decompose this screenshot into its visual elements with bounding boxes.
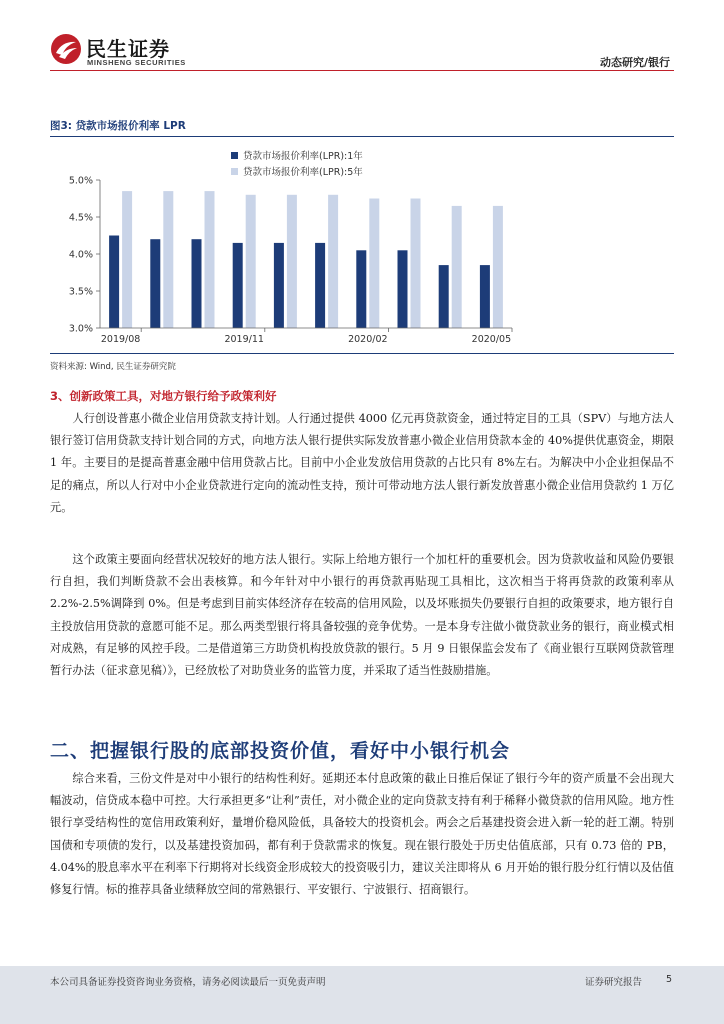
footer-report-label: 证券研究报告 <box>584 977 642 988</box>
footer-disclaimer: 本公司具备证券投资咨询业务资格，请务必阅读最后一页免责声明 <box>50 977 326 988</box>
figure-title: 图3: 贷款市场报价利率 LPR <box>50 120 186 132</box>
bar-series <box>109 191 503 328</box>
y-tick-label: 3.5% <box>68 286 93 298</box>
legend-label-1y: 贷款市场报价利率(LPR):1年 <box>243 151 363 162</box>
logo-name-cn: 民生证券 <box>86 37 170 61</box>
bar-5y <box>369 199 379 329</box>
bar-5y <box>411 199 421 329</box>
y-tick-label: 5.0% <box>68 175 93 187</box>
bar-1y <box>480 265 490 328</box>
minsheng-logo-icon <box>50 33 82 65</box>
chart-legend <box>231 150 363 178</box>
logo-name-en: MINSHENG SECURITIES <box>87 58 186 67</box>
figure-source: 资料来源: Wind, 民生证券研究院 <box>50 362 176 372</box>
paragraph-local-banks: 这个政策主要面向经营状况较好的地方法人银行。实际上给地方银行一个加杠杆的重要机会。因为贷款收益和风险仍要银行自担，我们判断贷款不会出表核算。和今年针对中小银行的再贷款再贴现工具相比，这次相当于将再贷款的政策利率从 2.2%-2.5%调降到 0%。但是考虑到目前实体经济存在较高的信用风险，以及坏账损失仍要银行自担的政策要求，地方银行自主投放信用贷款的意愿可能不足。那么两类型银行将具备较强的竞争优势。一是本身专注做小微贷款业务的银行，商业模式相对成熟，有足够的风控手段。二是借道第三方助贷机构投放贷款的银行。5 月 9 日银保监会发布了《商业银行互联网贷款管理暂行办法（征求意见稿）》，已经放松了对助贷业务的监管力度，并采取了适当性鼓励措施。 <box>50 553 674 678</box>
bar-1y <box>192 239 202 328</box>
figure-top-divider <box>50 136 674 137</box>
report-type: 动态研究/银行 <box>599 56 670 69</box>
bar-1y <box>274 243 284 328</box>
lpr-bar-chart <box>50 140 674 352</box>
bar-1y <box>439 265 449 328</box>
section-heading: 二、把握银行股的底部投资价值，看好中小银行机会 <box>50 740 511 762</box>
bar-1y <box>109 236 119 329</box>
legend-label-5y: 贷款市场报价利率(LPR):5年 <box>243 167 363 178</box>
x-tick-label: 2020/05 <box>471 334 512 345</box>
bar-5y <box>205 191 215 328</box>
bar-5y <box>122 191 132 328</box>
legend-swatch-5y <box>231 168 238 175</box>
y-axis <box>69 176 100 335</box>
y-tick-label: 4.0% <box>68 249 93 261</box>
bar-1y <box>233 243 243 328</box>
x-tick-label: 2020/02 <box>348 334 388 345</box>
figure-bottom-divider <box>50 353 674 354</box>
paragraph-conclusion: 综合来看，三份文件是对中小银行的结构性利好。延期还本付息政策的截止日推后保证了银行今年的资产质量不会出现大幅波动，信贷成本稳中可控。大行承担更多“让利”责任，对小微企业的定向贷款支持有利于稀释小微贷款的信用风险。地方性银行享受结构性的宽信用政策利好，量增价稳风险低，具备较大的投资机会。两会之后基建投资会进入新一轮的赶工潮。特别国债和专项债的发行，以及基建投资加码，都有利于贷款需求的恢复。现在银行股处于历史估值底部，只有 0.73 倍的 PB，4.04%的股息率水平在利率下行期将对长线资金形成较大的投资吸引力，建议关注即将从 6 月开始的银行股分红行情以及估值修复行情。标的推荐具备业绩释放空间的常熟银行、平安银行、宁波银行、招商银行。 <box>50 772 674 897</box>
bar-5y <box>163 191 173 328</box>
y-tick-label: 3.0% <box>68 323 93 335</box>
y-tick-label: 4.5% <box>68 212 93 224</box>
header-divider <box>50 70 674 71</box>
bar-1y <box>150 239 160 328</box>
bar-1y <box>356 250 366 328</box>
x-axis <box>100 328 512 345</box>
page-number: 5 <box>665 974 672 985</box>
bar-1y <box>315 243 325 328</box>
bar-5y <box>328 195 338 328</box>
subsection-heading: 3、创新政策工具，对地方银行给予政策利好 <box>50 389 277 403</box>
bar-5y <box>452 206 462 328</box>
paragraph-relending-plan: 人行创设普惠小微企业信用贷款支持计划。人行通过提供 4000 亿元再贷款资金，通过特定目的工具（SPV）与地方法人银行签订信用贷款支持计划合同的方式，向地方法人银行提供实际发放普惠小微企业信用贷款本金的 40%提供优惠资金，期限 1 年。主要目的是提高普惠金融中信用贷款占比。目前中小企业发放信用贷款的占比只有 8%左右。为解决中小企业担保品不足的痛点，所以人行对中小企业贷款进行定向的流动性支持，预计可带动地方法人银行新发放普惠小微企业信用贷款约 1 万亿元。 <box>50 412 674 514</box>
bar-5y <box>246 195 256 328</box>
x-tick-label: 2019/08 <box>100 334 141 345</box>
legend-swatch-1y <box>231 152 238 159</box>
bar-1y <box>398 250 408 328</box>
x-tick-label: 2019/11 <box>224 334 264 345</box>
bar-5y <box>493 206 503 328</box>
bar-5y <box>287 195 297 328</box>
